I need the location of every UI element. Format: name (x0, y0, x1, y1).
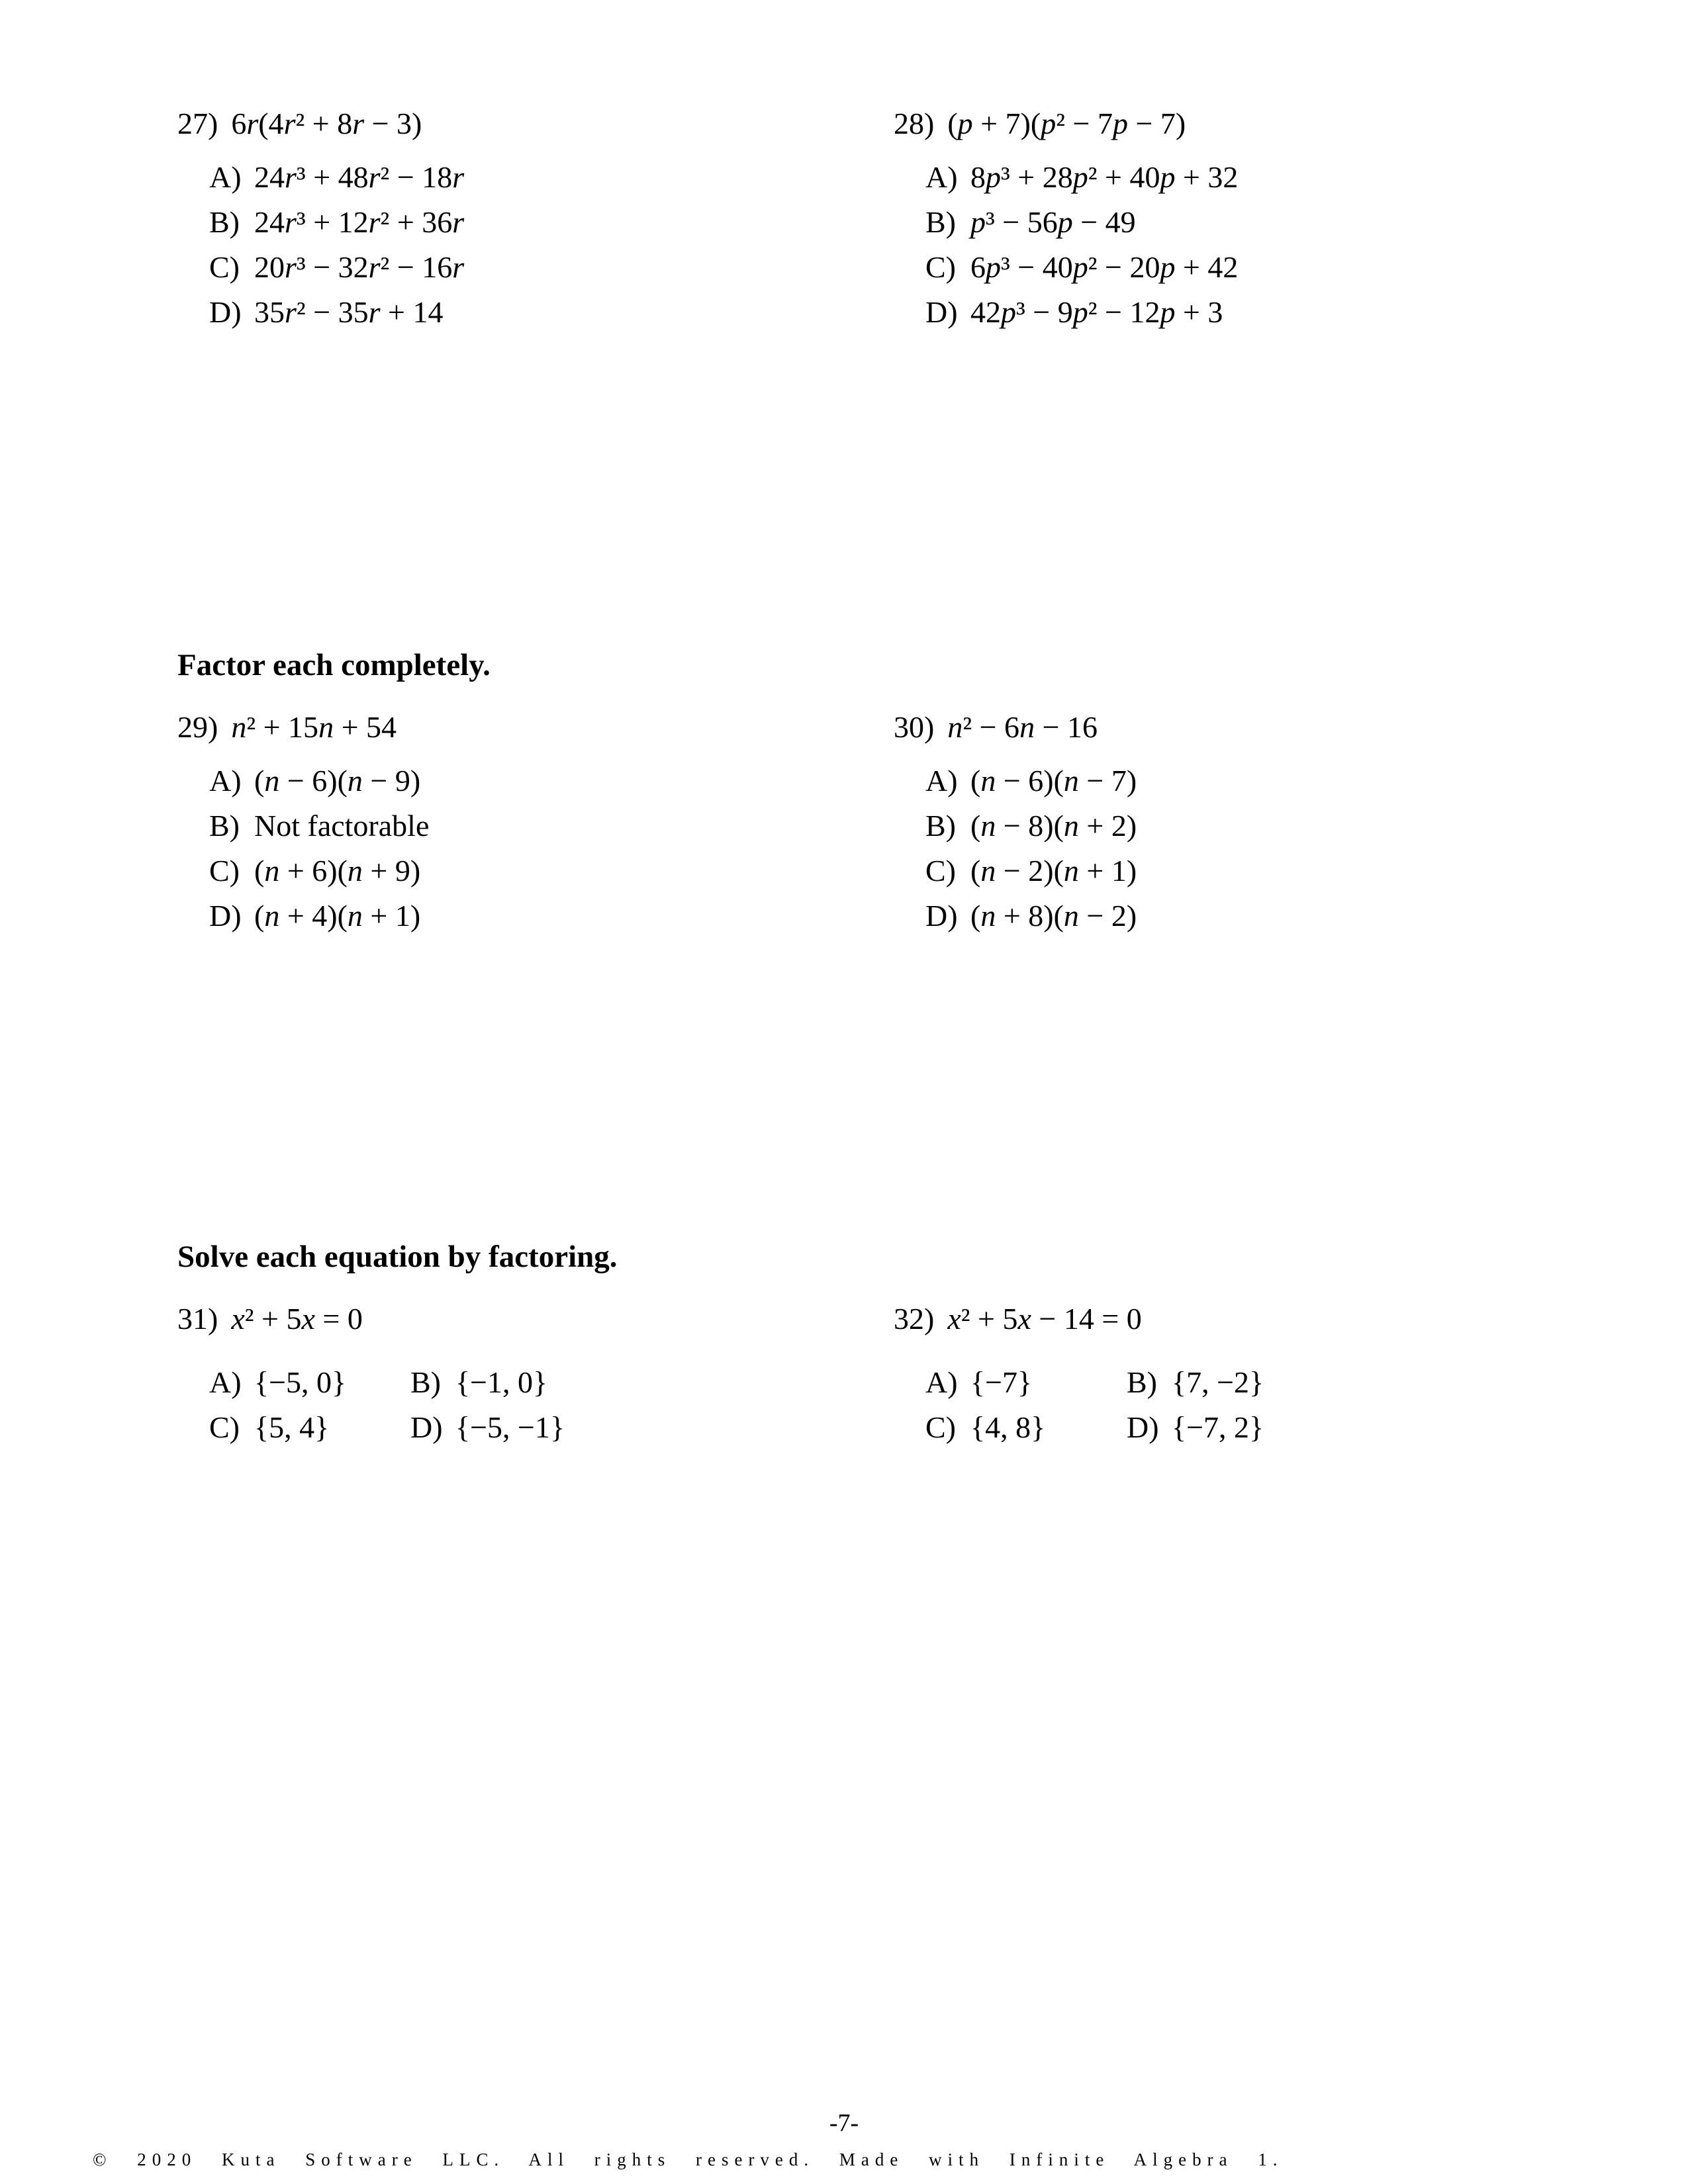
choice-text: {−5, −1} (455, 1410, 565, 1444)
section-instruction-solve: Solve each equation by factoring. (177, 1240, 618, 1274)
choice-b (1127, 1365, 1389, 1400)
choice-a (209, 763, 894, 798)
choice-text: 20r³ − 32r² − 16r (254, 250, 465, 284)
choice-b (925, 205, 1635, 240)
choice-text: 35r² − 35r + 14 (254, 295, 444, 329)
choice-b (410, 1365, 673, 1400)
choice-label: A) (925, 160, 958, 194)
choice-label: C) (209, 250, 240, 284)
choice-c (925, 853, 1635, 888)
choice-label: A) (925, 764, 958, 797)
choice-c (209, 1410, 410, 1445)
choice-label: B) (1127, 1365, 1157, 1399)
choice-b (209, 808, 894, 843)
choice-label: B) (410, 1365, 441, 1399)
choice-d (209, 898, 894, 933)
choice-label: C) (209, 1410, 240, 1444)
question-header (894, 709, 1635, 745)
choice-text: Not factorable (254, 809, 430, 842)
choice-label: C) (925, 250, 956, 284)
choice-text: (n − 6)(n − 9) (254, 764, 421, 797)
choice-label: A) (925, 1365, 958, 1399)
question-header (894, 106, 1635, 141)
choice-label: B) (209, 205, 240, 239)
choice-a (925, 159, 1635, 195)
choice-label: B) (209, 809, 240, 842)
choice-label: D) (1127, 1410, 1159, 1444)
choice-text: {7, −2} (1172, 1365, 1264, 1399)
choice-text: 24r³ + 12r² + 36r (254, 205, 465, 239)
question-problem: x² + 5x − 14 = 0 (947, 1302, 1142, 1336)
choice-text: p³ − 56p − 49 (970, 205, 1136, 239)
choice-a (209, 159, 894, 195)
choice-c (209, 853, 894, 888)
choice-label: A) (209, 764, 242, 797)
choice-label: D) (209, 295, 242, 329)
question-27 (177, 106, 894, 330)
choice-text: (n + 8)(n − 2) (970, 899, 1137, 933)
question-28 (894, 106, 1635, 330)
choice-text: 42p³ − 9p² − 12p + 3 (970, 295, 1223, 329)
choice-list (209, 763, 894, 933)
question-row-factoring (177, 709, 1635, 933)
choice-d (925, 898, 1635, 933)
choice-text: {5, 4} (254, 1410, 330, 1444)
question-problem: n² − 6n − 16 (947, 710, 1098, 744)
choice-text: {−5, 0} (254, 1365, 347, 1399)
choice-c (209, 250, 894, 285)
choice-text: {−1, 0} (455, 1365, 548, 1399)
question-row-solving (177, 1301, 1635, 1445)
choice-text: {−7} (970, 1365, 1033, 1399)
question-row-products (177, 106, 1635, 330)
choice-a (925, 1365, 1127, 1400)
choice-label: A) (209, 1365, 242, 1399)
choice-text: {−7, 2} (1172, 1410, 1264, 1444)
choice-text: 8p³ + 28p² + 40p + 32 (970, 160, 1239, 194)
choice-list (925, 1355, 1389, 1445)
choice-d (1127, 1410, 1389, 1445)
question-number: 31) (177, 1302, 218, 1336)
question-31 (177, 1301, 894, 1445)
choice-label: A) (209, 160, 242, 194)
choice-a (209, 1365, 410, 1400)
question-problem: 6r(4r² + 8r − 3) (231, 107, 422, 140)
question-header (177, 709, 894, 745)
choice-label: B) (925, 205, 956, 239)
choice-d (209, 295, 894, 330)
choice-label: C) (925, 854, 956, 887)
choice-label: C) (209, 854, 240, 887)
question-problem: (p + 7)(p² − 7p − 7) (947, 107, 1186, 140)
section-instruction-factor: Factor each completely. (177, 648, 491, 682)
choice-list (925, 763, 1635, 933)
choice-text: {4, 8} (970, 1410, 1046, 1444)
choice-b (209, 205, 894, 240)
choice-text: 6p³ − 40p² − 20p + 42 (970, 250, 1239, 284)
question-problem: n² + 15n + 54 (231, 710, 397, 744)
choice-text: (n + 6)(n + 9) (254, 854, 421, 887)
choice-list (209, 159, 894, 330)
question-30 (894, 709, 1635, 933)
choice-text: (n − 6)(n − 7) (970, 764, 1137, 797)
copyright-line: © 2020 Kuta Software LLC. All rights reserved. Made with Infinite Algebra 1. (93, 2150, 1284, 2169)
choice-list (925, 159, 1635, 330)
question-header (177, 1301, 894, 1336)
question-29 (177, 709, 894, 933)
choice-text: (n − 8)(n + 2) (970, 809, 1137, 842)
choice-label: D) (925, 899, 958, 933)
choice-list (209, 1355, 673, 1445)
choice-label: D) (410, 1410, 443, 1444)
choice-label: D) (209, 899, 242, 933)
question-problem: x² + 5x = 0 (231, 1302, 363, 1336)
choice-text: (n − 2)(n + 1) (970, 854, 1137, 887)
question-32 (894, 1301, 1635, 1445)
question-number: 28) (894, 107, 935, 140)
question-number: 30) (894, 710, 935, 744)
question-number: 29) (177, 710, 218, 744)
choice-label: D) (925, 295, 958, 329)
choice-c (925, 250, 1635, 285)
choice-d (925, 295, 1635, 330)
choice-c (925, 1410, 1127, 1445)
question-number: 32) (894, 1302, 935, 1336)
choice-text: 24r³ + 48r² − 18r (254, 160, 465, 194)
question-header (177, 106, 894, 141)
question-header (894, 1301, 1635, 1336)
choice-label: C) (925, 1410, 956, 1444)
choice-label: B) (925, 809, 956, 842)
choice-text: (n + 4)(n + 1) (254, 899, 421, 933)
choice-a (925, 763, 1635, 798)
page-number: -7- (829, 2109, 859, 2137)
choice-b (925, 808, 1635, 843)
choice-d (410, 1410, 673, 1445)
question-number: 27) (177, 107, 218, 140)
